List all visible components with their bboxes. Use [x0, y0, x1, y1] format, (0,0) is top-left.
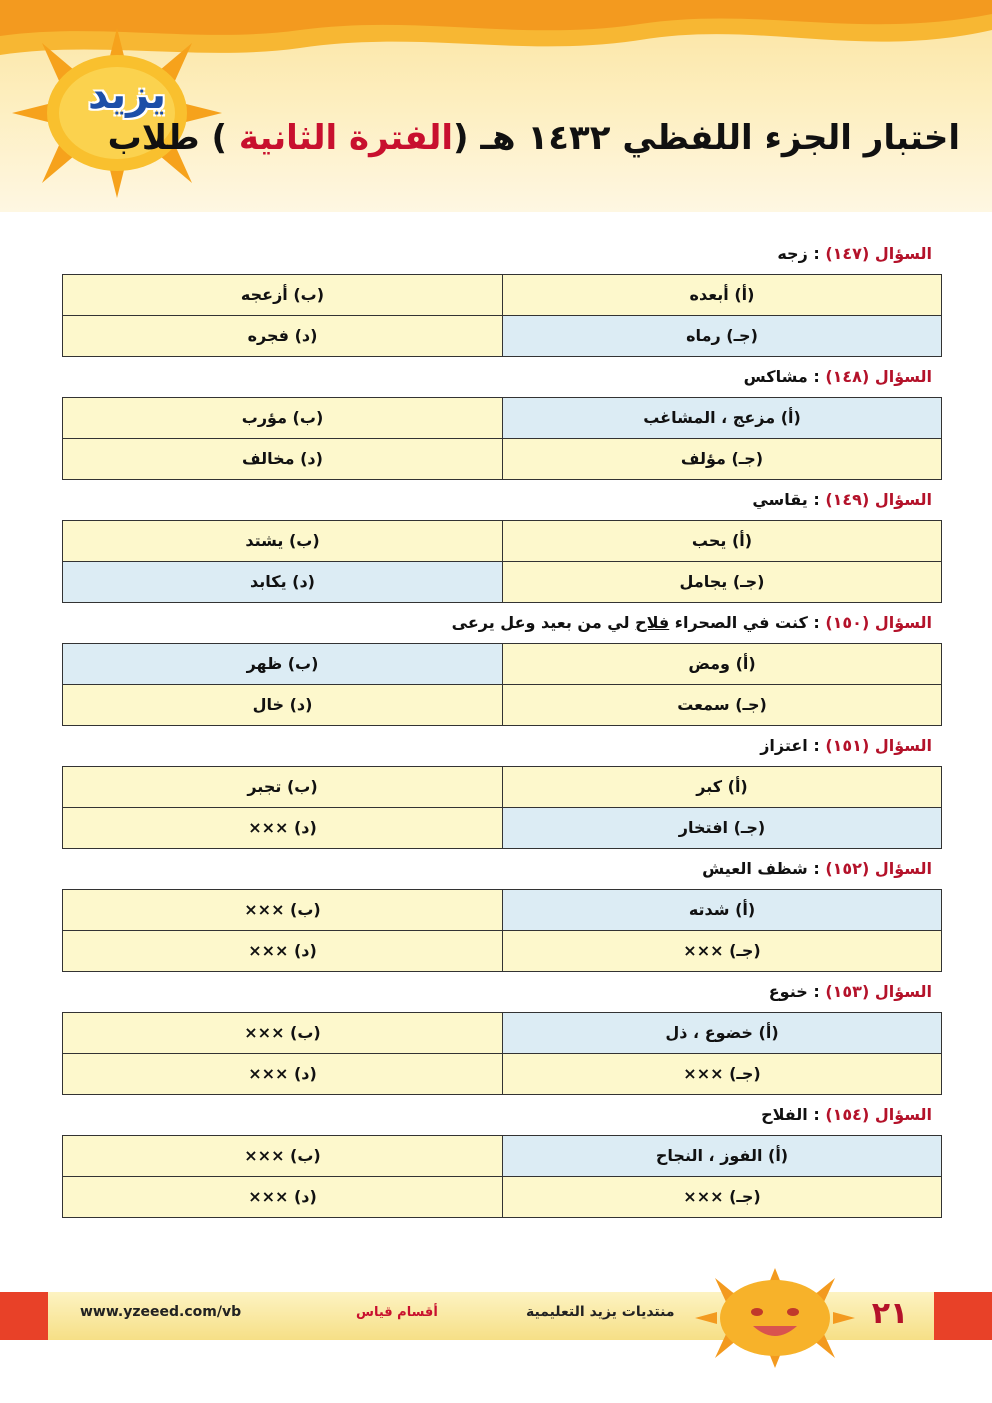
- question-word: اعتزاز: [760, 736, 808, 755]
- options-table: [62, 1012, 942, 1095]
- title-highlight: الفترة الثانية: [238, 118, 454, 158]
- option-cell-correct: (د) يكابد: [63, 562, 502, 602]
- question-label: [62, 365, 942, 389]
- option-cell-correct: (أ) شدته: [502, 890, 941, 931]
- option-cell: (د) ×××: [63, 931, 502, 971]
- question-sentence-after: لي من بعيد وعل يرعى: [451, 613, 636, 632]
- option-cell: (أ) يحب: [502, 521, 941, 562]
- option-cell: (د) خال: [63, 685, 502, 725]
- option-cell: (أ) ومض: [502, 644, 941, 685]
- option-cell-correct: (أ) مزعج ، المشاغب: [502, 398, 941, 439]
- option-cell: (د) فجره: [63, 316, 502, 356]
- option-cell: (جـ) سمعت: [502, 685, 941, 725]
- option-cell: (جـ) ×××: [502, 1177, 941, 1217]
- question-word: شظف العيش: [702, 859, 808, 878]
- option-cell: (جـ) يجامل: [502, 562, 941, 602]
- question-separator: :: [807, 1105, 826, 1124]
- option-cell: (أ) كبر: [502, 767, 941, 808]
- option-cell: (ب) يشتد: [63, 521, 502, 562]
- question-label: [62, 857, 942, 881]
- page-header: [0, 0, 992, 212]
- question-label: [62, 980, 942, 1004]
- options-table: [62, 766, 942, 849]
- question-number: السؤال (١٥١): [825, 736, 932, 755]
- option-cell-correct: (جـ) افتخار: [502, 808, 941, 848]
- option-cell-correct: (أ) الفوز ، النجاح: [502, 1136, 941, 1177]
- option-cell: (ب) مؤرب: [63, 398, 502, 439]
- footer-sun-face-icon: [695, 1268, 855, 1368]
- question-word: زجه: [777, 244, 808, 263]
- brand-logo: يزيد: [87, 72, 167, 118]
- options-table: [62, 520, 942, 603]
- question-number: السؤال (١٤٨): [825, 367, 932, 386]
- option-cell: (ب) ×××: [63, 1136, 502, 1177]
- question-separator: :: [807, 367, 826, 386]
- page-title: [108, 118, 960, 158]
- option-cell-correct: (ب) ظهر: [63, 644, 502, 685]
- question-separator: :: [807, 982, 826, 1001]
- option-cell-correct: (أ) خضوع ، ذل: [502, 1013, 941, 1054]
- question-label: [62, 488, 942, 512]
- question-number: السؤال (١٥٠): [825, 613, 932, 632]
- question-number: السؤال (١٥٤): [825, 1105, 932, 1124]
- question-number: السؤال (١٥٢): [825, 859, 932, 878]
- option-cell: (جـ) ×××: [502, 1054, 941, 1094]
- option-cell: (جـ) ×××: [502, 931, 941, 971]
- option-cell: (د) ×××: [63, 1177, 502, 1217]
- footer-section-label: أقسام قياس: [356, 1305, 438, 1320]
- footer-forum-name: منتديات يزيد التعليمية: [526, 1304, 675, 1320]
- question-separator: :: [807, 490, 826, 509]
- question-separator: :: [807, 244, 826, 263]
- question-separator: :: [807, 859, 826, 878]
- question-number: السؤال (١٤٩): [825, 490, 932, 509]
- option-cell-correct: (جـ) رماه: [502, 316, 941, 356]
- question-word: مشاكس: [743, 367, 808, 386]
- question-label: [62, 734, 942, 758]
- question-sentence-before: كنت في الصحراء: [669, 613, 808, 632]
- option-cell: (د) ×××: [63, 808, 502, 848]
- question-label: [62, 1103, 942, 1127]
- option-cell: (ب) ×××: [63, 890, 502, 931]
- question-word: فلاح: [635, 613, 670, 632]
- footer-url-link[interactable]: www.yzeeed.com/vb: [80, 1304, 242, 1320]
- options-table: [62, 1135, 942, 1218]
- options-table: [62, 643, 942, 726]
- options-table: [62, 397, 942, 480]
- title-part2: ) طلاب: [107, 118, 239, 158]
- question-separator: :: [807, 613, 826, 632]
- question-label: [62, 611, 942, 635]
- options-table: [62, 889, 942, 972]
- option-cell: (د) مخالف: [63, 439, 502, 479]
- page-number: ٢١: [871, 1296, 909, 1331]
- option-cell: (ب) تجبر: [63, 767, 502, 808]
- options-table: [62, 274, 942, 357]
- option-cell: (أ) أبعده: [502, 275, 941, 316]
- questions-list: [62, 234, 942, 1218]
- option-cell: (د) ×××: [63, 1054, 502, 1094]
- question-word: الفلاح: [761, 1105, 808, 1124]
- option-cell: (ب) ×××: [63, 1013, 502, 1054]
- option-cell: (ب) أزعجه: [63, 275, 502, 316]
- question-word: خنوع: [768, 982, 808, 1001]
- question-separator: :: [807, 736, 826, 755]
- question-word: يقاسي: [752, 490, 808, 509]
- title-part1: اختبار الجزء اللفظي ١٤٣٢ هـ (: [453, 118, 960, 158]
- option-cell: (جـ) مؤلف: [502, 439, 941, 479]
- question-label: [62, 242, 942, 266]
- question-number: السؤال (١٤٧): [825, 244, 932, 263]
- question-number: السؤال (١٥٣): [825, 982, 932, 1001]
